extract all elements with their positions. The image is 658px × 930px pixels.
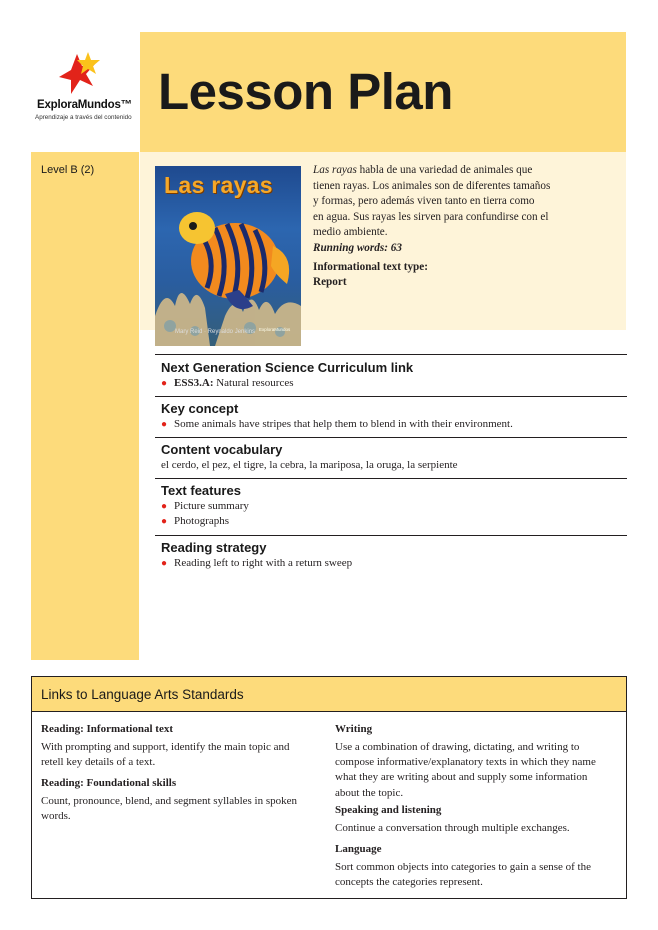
ngss-code: ESS3.A: [174,377,214,389]
summary-line-1: habla de una variedad de animales que [356,164,533,176]
language-text: Sort common objects into categories to gain a sense of the concepts the categories represent. [335,861,591,889]
reading-strategy-text: Reading left to right with a return sweep [174,557,353,569]
reading-strategy-heading: Reading strategy [161,540,267,555]
speaking-heading: Speaking and listening [335,804,442,816]
page-title: Lesson Plan [158,63,453,120]
text-type-value: Report [313,276,347,289]
reading-foundational-heading: Reading: Foundational skills [41,777,177,789]
section-divider [155,354,627,355]
summary-paragraph [313,163,568,241]
text-feature-label: Picture summary [174,500,249,512]
section-divider [155,535,627,536]
reading-info-heading: Reading: Informational text [41,723,173,735]
section-divider [155,437,627,438]
cover-brand: ExploraMundos [259,327,291,332]
book-cover [155,166,301,346]
reading-info-text: With prompting and support, identify the main topic and retell key details of a text. [41,741,290,769]
standards-header [32,677,626,712]
bullet-icon: ● [161,378,168,389]
bullet-icon: ● [161,501,168,512]
writing-heading: Writing [335,723,373,735]
star-logo-icon [55,50,109,98]
key-concept-item [161,418,513,430]
summary-line-3: y formas, pero además viven tanto en tierra como [313,195,535,208]
key-concept-heading: Key concept [161,401,239,416]
book-summary [313,163,568,291]
cover-title: Las rayas [164,172,273,198]
text-feature-label: Photographs [174,515,230,527]
speaking-text: Continue a conversation through multiple exchanges. [335,822,570,834]
standards-title: Links to Language Arts Standards [41,687,244,702]
ngss-text: Natural resources [213,377,294,389]
cover-author: Mary Reid · Reynaldo Jenkins [175,329,256,335]
summary-book-title: Las rayas [313,164,357,176]
exploramundos-logo [31,50,135,130]
reading-strategy-item [161,557,352,569]
standards-box [31,676,627,899]
summary-line-4: en agua. Sus rayas les sirven para confundirse con el [313,210,549,223]
vocabulary-text: el cerdo, el pez, el tigre, la cebra, la mariposa, la oruga, la serpiente [161,459,458,471]
section-divider [155,478,627,479]
bullet-icon: ● [161,516,168,527]
language-heading: Language [335,843,382,855]
summary-line-5: medio ambiente. [313,226,388,239]
text-features-heading: Text features [161,483,241,498]
ngss-item [161,377,294,389]
key-concept-text: Some animals have stripes that help them to blend in with their environment. [174,418,513,430]
text-type-label: Informational text type: [313,260,428,273]
level-label: Level B (2) [41,164,95,176]
bullet-icon: ● [161,419,168,430]
ngss-heading: Next Generation Science Curriculum link [161,360,414,375]
logo-name: ExploraMundos™ [37,99,132,111]
text-feature-item [161,500,249,512]
running-words: Running words: 63 [313,241,402,254]
bullet-icon: ● [161,558,168,569]
left-column [31,152,139,660]
reading-foundational-text: Count, pronounce, blend, and segment syllables in spoken words. [41,795,298,823]
vocabulary-heading: Content vocabulary [161,442,283,457]
summary-line-2: tienen rayas. Los animales son de diferentes tamaños [313,179,551,192]
section-divider [155,396,627,397]
text-feature-item [161,515,229,527]
logo-tagline: Aprendizaje a través del contenido [35,114,132,121]
writing-text: Use a combination of drawing, dictating, and writing to compose informative/explanatory texts in which they name what they are writing about and supply some information about the topic. [335,741,596,799]
